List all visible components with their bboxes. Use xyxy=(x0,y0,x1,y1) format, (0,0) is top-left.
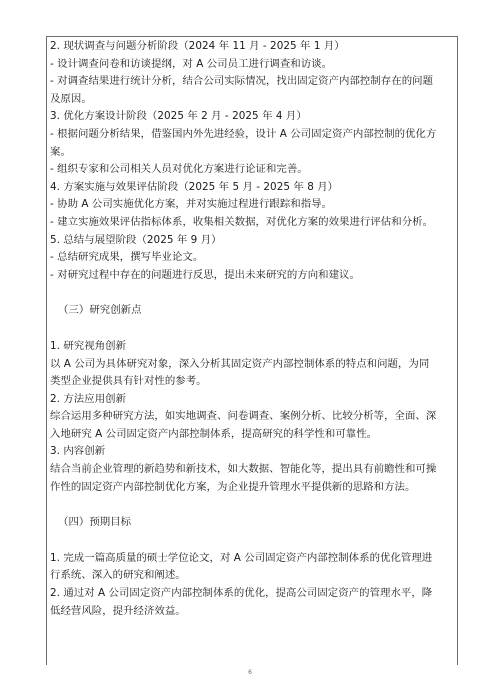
text-line: - 对调查结果进行统计分析，结合公司实际情况，找出固定资产内部控制存在的问题 xyxy=(50,75,434,88)
text-line: 入地研究 A 公司固定资产内部控制体系，提高研究的科学性和可靠性。 xyxy=(50,427,378,440)
phase-2-heading: 2. 现状调查与问题分析阶段（2024 年 11 月 - 2025 年 1 月） xyxy=(50,40,345,52)
page-number: 6 xyxy=(248,669,252,676)
text-line: - 组织专家和公司相关人员对优化方案进行论证和完善。 xyxy=(50,163,308,176)
blank-line xyxy=(50,532,456,550)
section-3-title: （三）研究创新点 xyxy=(58,304,142,317)
text-line: 低经营风险，提升经济效益。 xyxy=(50,604,186,617)
section-4-title: （四）预期目标 xyxy=(58,516,132,529)
text-line: 综合运用多种研究方法，如实地调查、问卷调查、案例分析、比较分析等，全面、深 xyxy=(50,410,437,423)
text-line: - 协助 A 公司实施优化方案，并对实施过程进行跟踪和指导。 xyxy=(50,198,333,211)
innovation-3-heading: 3. 内容创新 xyxy=(50,445,106,458)
blank-line xyxy=(50,284,456,302)
goal-1-text: 1. 完成一篇高质量的硕士学位论文，对 A 公司固定资产内部控制体系的优化管理进 xyxy=(50,551,433,564)
innovation-1-heading: 1. 研究视角创新 xyxy=(50,339,127,352)
text-line: 行系统、深入的研究和阐述。 xyxy=(50,569,186,582)
phase-5-heading: 5. 总结与展望阶段（2025 年 9 月） xyxy=(50,233,222,246)
text-line: - 根据问题分析结果，借鉴国内外先进经验，设计 A 公司固定资产内部控制的优化方 xyxy=(50,127,437,140)
blank-line xyxy=(50,496,456,514)
text-line: 类型企业提供具有针对性的参考。 xyxy=(50,375,207,388)
blank-line xyxy=(50,320,456,338)
text-line: 结合当前企业管理的新趋势和新技术，如大数据、智能化等，提出具有前瞻性和可操 xyxy=(50,463,437,476)
text-line: 及原因。 xyxy=(50,92,92,105)
document-body xyxy=(50,38,456,620)
phase-3-heading: 3. 优化方案设计阶段（2025 年 2 月 - 2025 年 4 月） xyxy=(50,110,307,123)
text-line: - 总结研究成果，撰写毕业论文。 xyxy=(50,251,204,264)
innovation-2-heading: 2. 方法应用创新 xyxy=(50,392,127,405)
phase-4-heading: 4. 方案实施与效果评估阶段（2025 年 5 月 - 2025 年 8 月） xyxy=(50,180,339,193)
text-line: 案。 xyxy=(50,145,71,158)
text-line: 以 A 公司为具体研究对象，深入分析其固定资产内部控制体系的特点和问题，为同 xyxy=(50,357,430,370)
text-line: - 建立实施效果评估指标体系，收集相关数据，对优化方案的效果进行评估和分析。 xyxy=(50,215,434,228)
text-line: 作性的固定资产内部控制优化方案，为企业提升管理水平提供新的思路和方法。 xyxy=(50,480,416,493)
goal-2-text: 2. 通过对 A 公司固定资产内部控制体系的优化，提高公司固定资产的管理水平，降 xyxy=(50,587,433,600)
text-line: - 设计调查问卷和访谈提纲，对 A 公司员工进行调查和访谈。 xyxy=(50,57,333,70)
text-line: - 对研究过程中存在的问题进行反思，提出未来研究的方向和建议。 xyxy=(50,268,360,281)
